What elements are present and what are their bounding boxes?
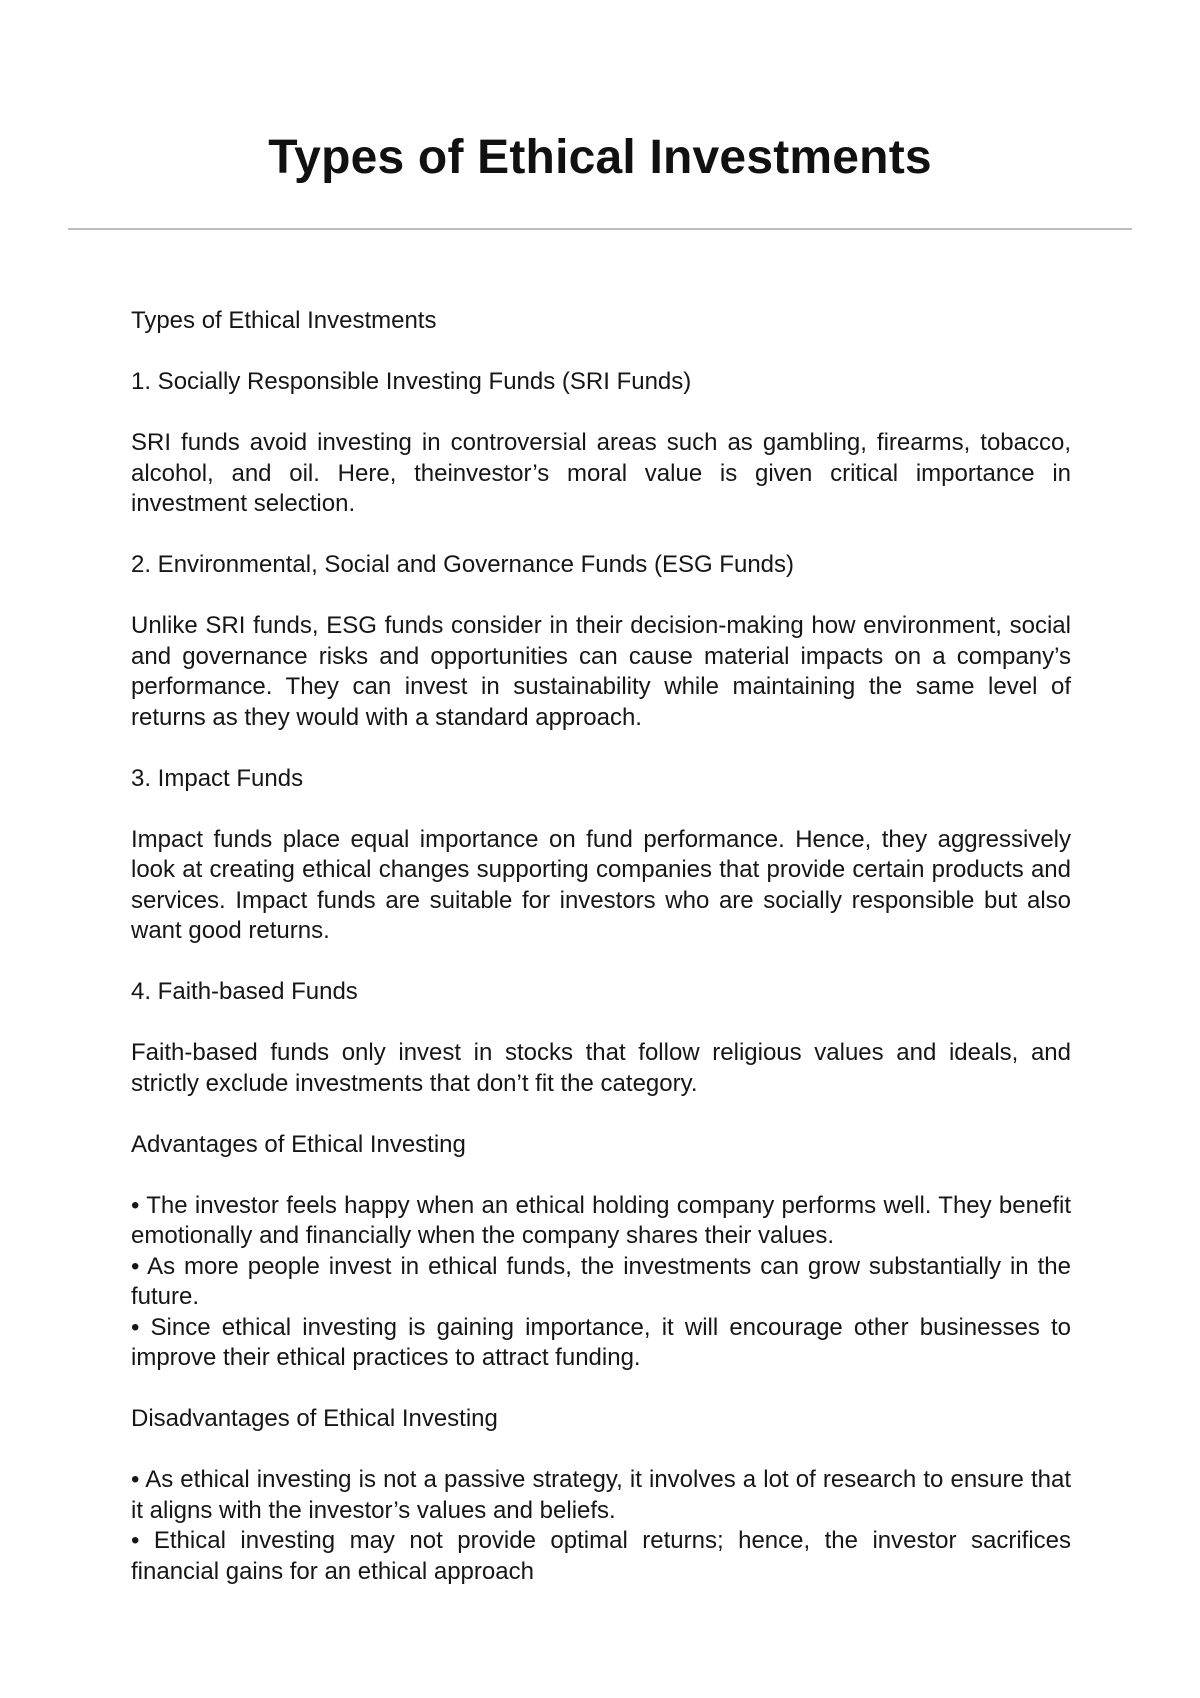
section-heading: 4. Faith-based Funds: [131, 978, 358, 1005]
document-body: [131, 306, 1071, 1618]
disadvantage-item: • Ethical investing may not provide optimal returns; hence, the investor sacrifices financial gains for an ethical approach: [131, 1527, 1071, 1585]
advantage-item: • As more people invest in ethical funds, the investments can grow substantially in the future.: [131, 1252, 1071, 1310]
section-paragraph: Unlike SRI funds, ESG funds consider in their decision-making how environment, social and governance risks and opportunities can cause material impacts on a company’s performance. They can invest in sustainability while maintaining the same level of returns as they would with a standard approach.: [131, 612, 1071, 731]
section-paragraph: Impact funds place equal importance on fund performance. Hence, they aggressively look at creating ethical changes supporting companies that provide certain products and services. Impact funds are suitable for investors who are socially responsible but also want good returns.: [131, 825, 1071, 944]
section-heading: 2. Environmental, Social and Governance Funds (ESG Funds): [131, 551, 794, 578]
advantages-list: [131, 1191, 1071, 1374]
advantage-item: • Since ethical investing is gaining importance, it will encourage other businesses to improve their ethical practices to attract funding.: [131, 1313, 1071, 1371]
title-divider: [68, 228, 1132, 230]
section-paragraph: Faith-based funds only invest in stocks that follow religious values and ideals, and strictly exclude investments that don’t fit the category.: [131, 1039, 1071, 1097]
section-heading: 1. Socially Responsible Investing Funds (SRI Funds): [131, 368, 692, 395]
disadvantages-heading: Disadvantages of Ethical Investing: [131, 1405, 498, 1432]
section-paragraph: SRI funds avoid investing in controversial areas such as gambling, firearms, tobacco, alcohol, and oil. Here, theinvestor’s moral value is given critical importance in investment selection.: [131, 429, 1071, 517]
advantages-heading: Advantages of Ethical Investing: [131, 1130, 466, 1158]
document-title: Types of Ethical Investments: [268, 131, 932, 184]
section-heading: 3. Impact Funds: [131, 764, 304, 792]
disadvantage-item: • As ethical investing is not a passive strategy, it involves a lot of research to ensure that it aligns with the investor’s values and beliefs.: [131, 1466, 1071, 1524]
intro-heading: Types of Ethical Investments: [131, 307, 437, 334]
disadvantages-list: [131, 1465, 1071, 1587]
advantage-item: • The investor feels happy when an ethical holding company performs well. They benefit emotionally and financially when the company shares their values.: [131, 1191, 1071, 1249]
